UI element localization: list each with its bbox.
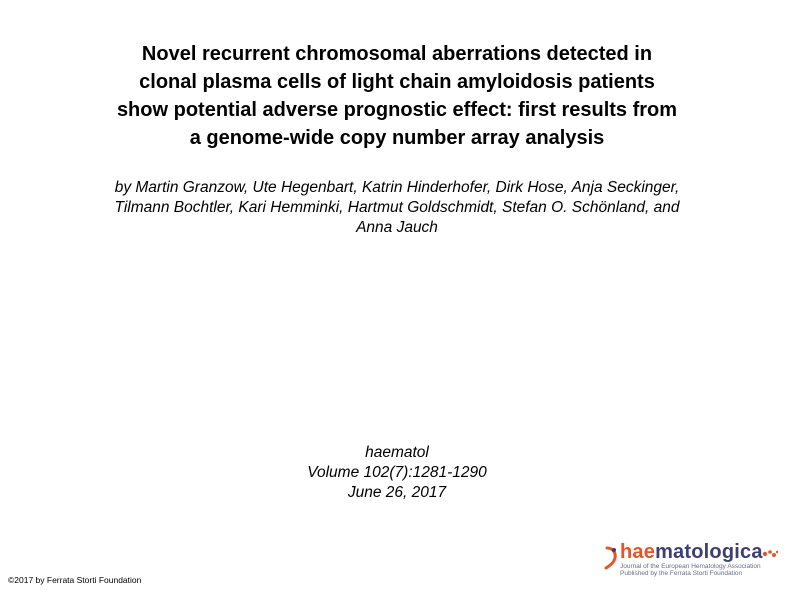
logo-word-part-1: hae xyxy=(620,541,656,563)
logo-word-part-2: matologica xyxy=(655,541,763,563)
journal-name: haematol xyxy=(365,444,429,461)
article-title xyxy=(40,40,754,152)
title-line-2: clonal plasma cells of light chain amyloidosis patients xyxy=(139,71,655,93)
authors-line-3: Anna Jauch xyxy=(356,219,438,236)
logo-tagline-1: Journal of the European Hematology Association xyxy=(620,563,761,570)
logo-tagline-2: Published by the Ferrata Storti Foundation xyxy=(620,570,743,577)
logo-wordmark xyxy=(620,540,763,564)
authors-line-1: by Martin Granzow, Ute Hegenbart, Katrin Hinderhofer, Dirk Hose, Anja Seckinger, xyxy=(114,179,680,196)
citation-block xyxy=(200,443,594,503)
title-line-1: Novel recurrent chromosomal aberrations detected in xyxy=(141,43,653,65)
title-line-3: show potential adverse prognostic effect: first results from xyxy=(116,99,678,121)
publication-date: June 26, 2017 xyxy=(347,484,447,501)
copyright-notice: ©2017 by Ferrata Storti Foundation xyxy=(8,575,142,585)
logo-decoration-icon xyxy=(761,548,779,560)
authors-line-2: Tilmann Bochtler, Kari Hemminki, Hartmut Goldschmidt, Stefan O. Schönland, and xyxy=(114,199,680,216)
logo-tagline xyxy=(620,563,761,577)
title-line-4: a genome-wide copy number array analysis xyxy=(189,127,605,149)
haematologica-logo xyxy=(603,538,783,578)
logo-mark-icon xyxy=(603,546,619,570)
volume-pages: Volume 102(7):1281-1290 xyxy=(307,464,487,481)
author-list xyxy=(40,178,754,238)
